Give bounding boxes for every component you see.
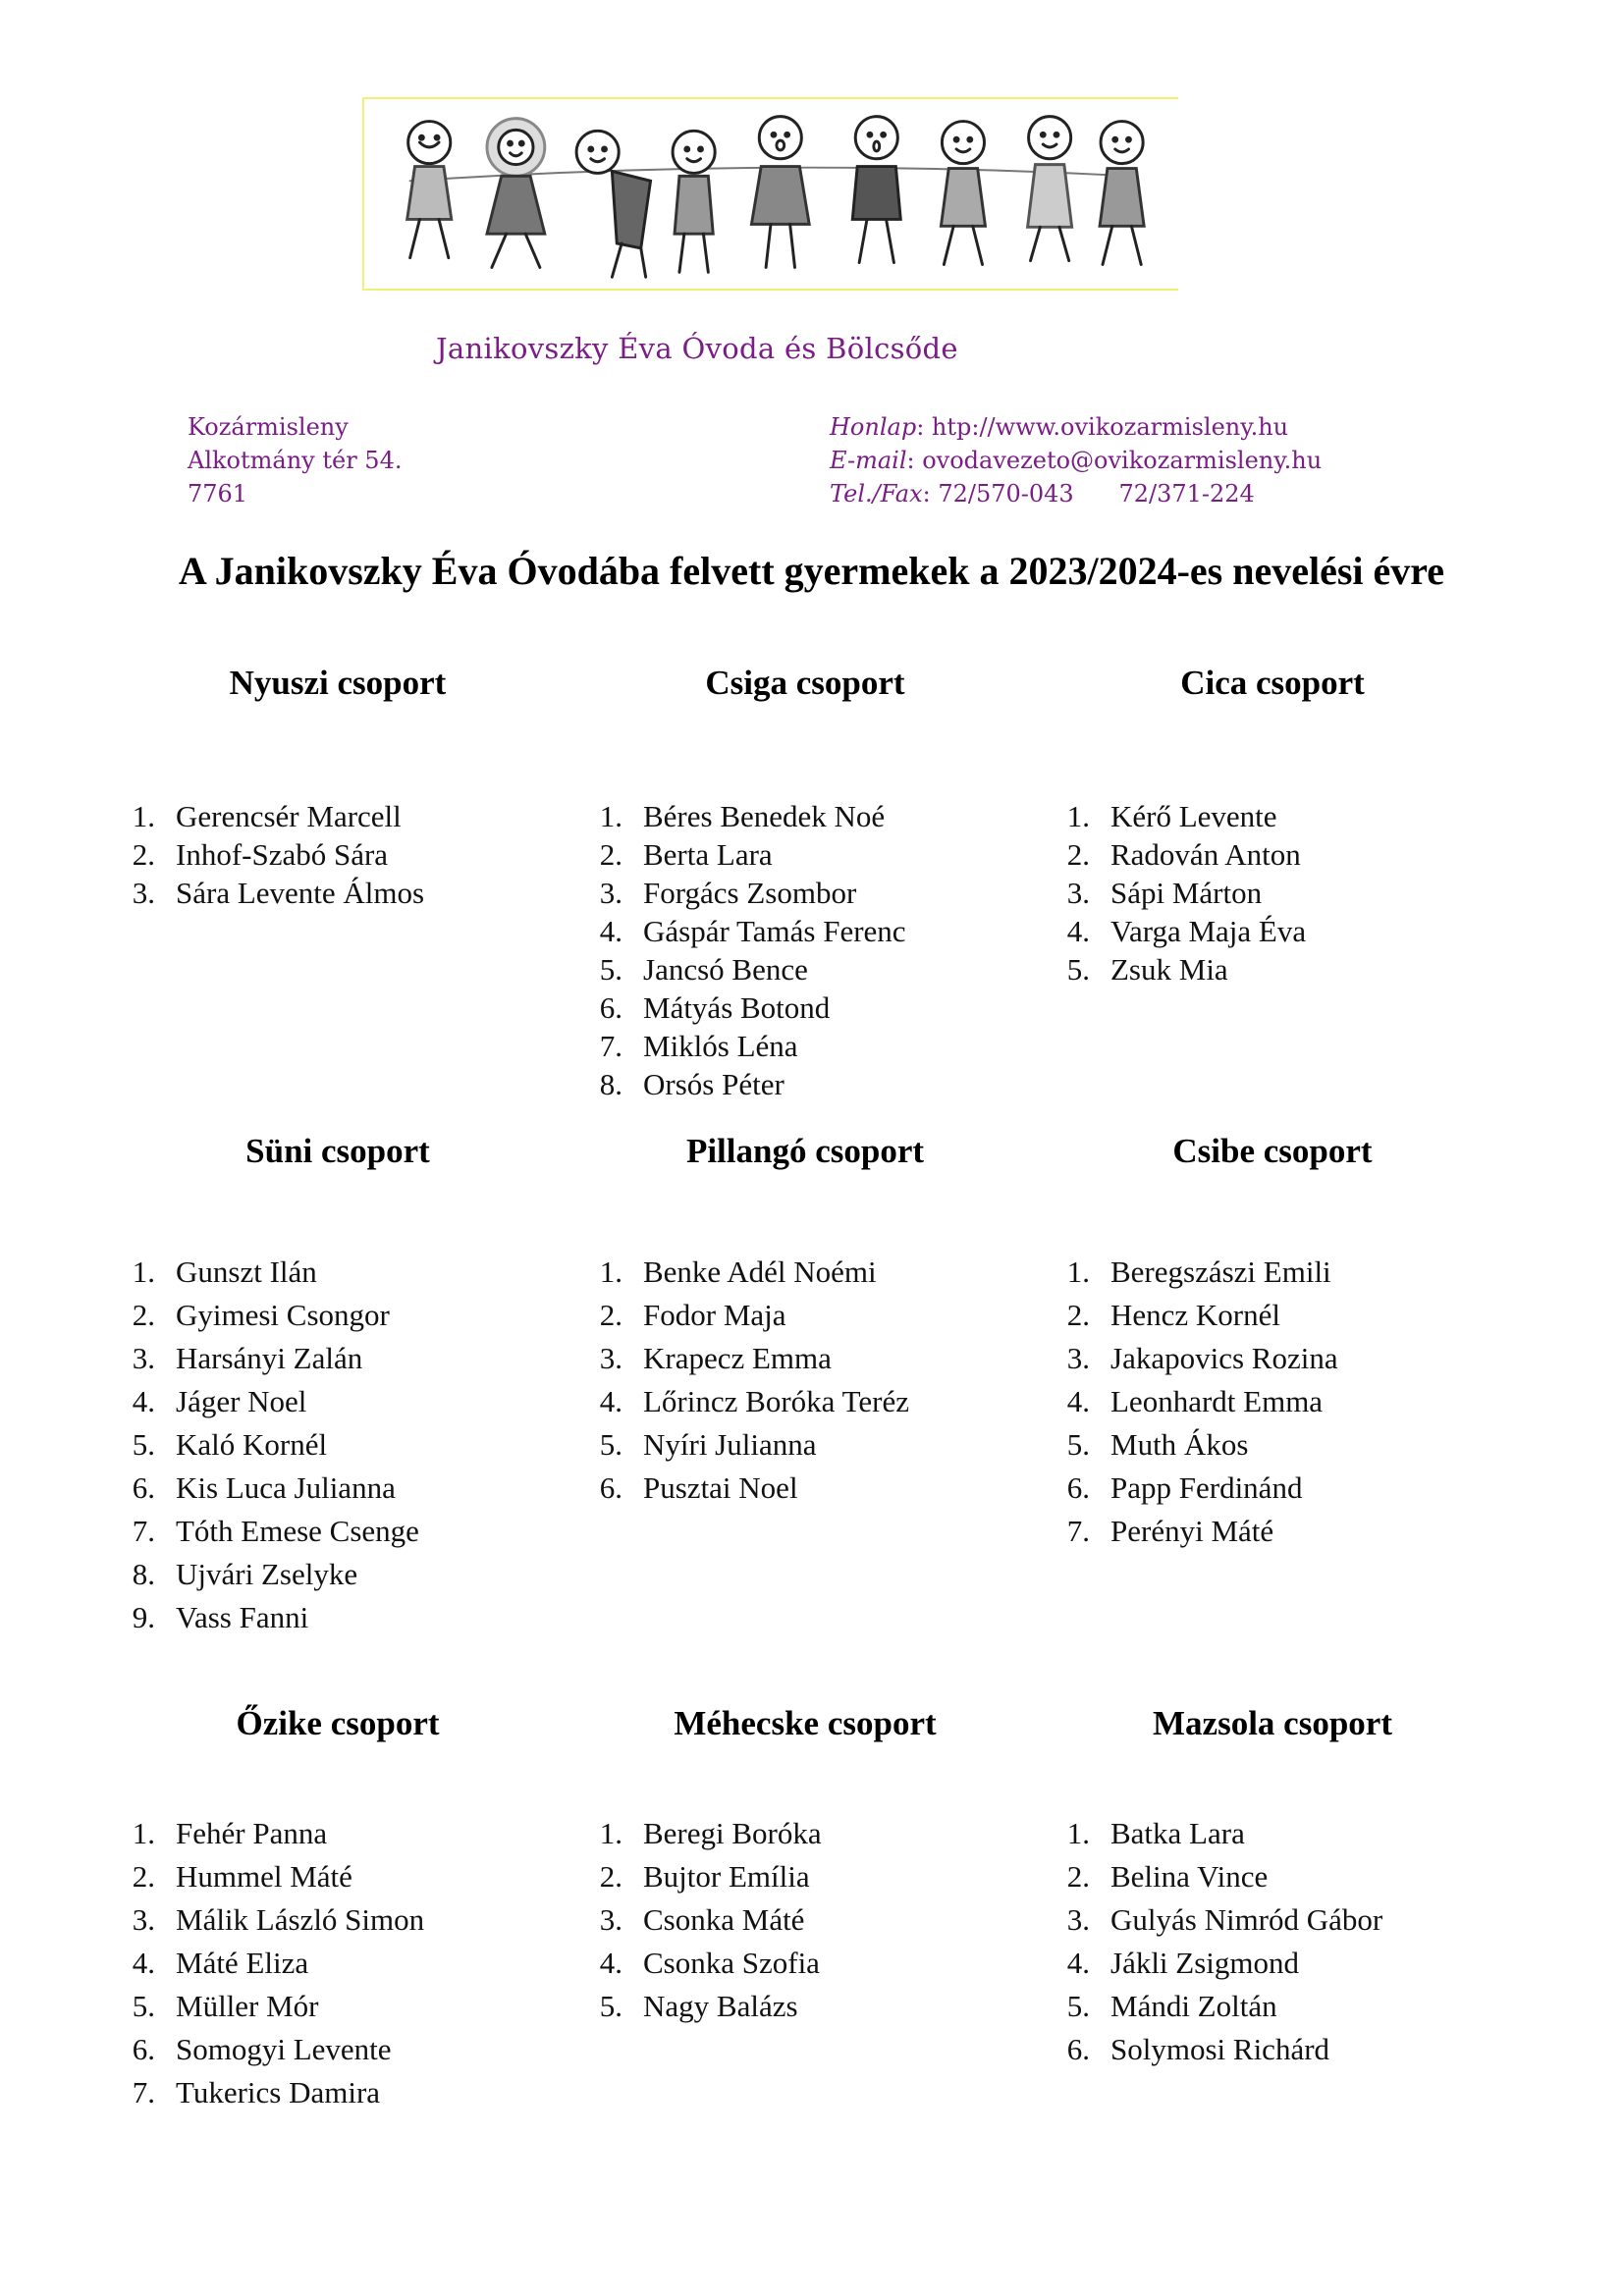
list-item: [589, 988, 906, 1027]
group-title: Süni csoport: [245, 1132, 430, 1170]
child-name: Miklós Léna: [643, 1029, 798, 1063]
list-item: [122, 1467, 419, 1510]
list-item: [589, 1380, 909, 1423]
child-name: Kaló Kornél: [176, 1427, 328, 1462]
list-number: 2.: [1066, 1298, 1090, 1332]
list-item: [1056, 1380, 1338, 1423]
list-number: 5.: [1066, 1989, 1090, 2023]
child-name: Máté Eliza: [176, 1946, 309, 1980]
list-number: 7.: [1066, 1514, 1090, 1548]
list-item: [589, 797, 906, 835]
child-name: Lőrincz Boróka Teréz: [643, 1384, 909, 1418]
group-title: Mazsola csoport: [1153, 1704, 1392, 1742]
homepage-label: Honlap: [830, 413, 917, 441]
child-name: Csonka Szofia: [643, 1946, 820, 1980]
group-section: [1056, 664, 1538, 987]
list-number: 3.: [1066, 1341, 1090, 1375]
list-item: [1056, 1855, 1382, 1898]
child-name: Somogyi Levente: [176, 2032, 392, 2066]
child-name: Orsós Péter: [643, 1067, 784, 1101]
tel-value: 72/570-043 72/371-224: [938, 480, 1255, 507]
page-title: A Janikovszky Éva Óvodába felvett gyermekek a 2023/2024-es nevelési évre: [178, 549, 1445, 593]
children-list: [122, 1812, 424, 2114]
list-number: 1.: [132, 1816, 155, 1850]
child-name: Béres Benedek Noé: [643, 799, 886, 833]
list-number: 3.: [599, 876, 622, 910]
tel-label: Tel./Fax: [830, 480, 923, 507]
children-list: [122, 797, 424, 912]
list-item: [589, 1251, 909, 1294]
list-number: 4.: [1066, 1946, 1090, 1980]
list-number: 6.: [599, 990, 622, 1025]
list-number: 3.: [1066, 1902, 1090, 1937]
list-item: [589, 1294, 909, 1337]
child-name: Nagy Balázs: [643, 1989, 798, 2023]
list-item: [122, 1942, 424, 1985]
list-item: [589, 1467, 909, 1510]
list-number: 8.: [132, 1557, 155, 1591]
child-name: Benke Adél Noémi: [643, 1255, 877, 1289]
list-number: 6.: [1066, 2032, 1090, 2066]
child-name: Berta Lara: [643, 837, 773, 872]
child-name: Mándi Zoltán: [1110, 1989, 1277, 2023]
list-item: [122, 2028, 424, 2071]
children-list: [1056, 1251, 1338, 1553]
list-number: 1.: [132, 799, 155, 833]
child-name: Müller Mór: [176, 1989, 319, 2023]
list-number: 2.: [599, 837, 622, 872]
list-number: 6.: [132, 2032, 155, 2066]
list-number: 7.: [132, 2075, 155, 2109]
list-number: 2.: [132, 1859, 155, 1894]
child-name: Jakapovics Rozina: [1110, 1341, 1338, 1375]
list-item: [1056, 797, 1306, 835]
homepage-link[interactable]: htp://www.ovikozarmisleny.hu: [931, 413, 1289, 441]
list-item: [122, 1985, 424, 2028]
group-section: [122, 1704, 603, 2109]
list-number: 5.: [1066, 1427, 1090, 1462]
child-name: Mátyás Botond: [643, 990, 831, 1025]
child-name: Fehér Panna: [176, 1816, 328, 1850]
list-item: [1056, 950, 1306, 988]
list-number: 1.: [599, 1255, 622, 1289]
list-number: 7.: [599, 1029, 622, 1063]
address-postcode: 7761: [188, 480, 248, 507]
list-number: 6.: [599, 1470, 622, 1505]
list-number: 4.: [1066, 914, 1090, 948]
contact-block: [830, 410, 1322, 510]
tel-line: Tel./Fax: 72/570-043 72/371-224: [830, 480, 1255, 507]
list-item: [1056, 1942, 1382, 1985]
email-link[interactable]: ovodavezeto@ovikozarmisleny.hu: [922, 447, 1323, 474]
children-list: [122, 1251, 419, 1639]
child-name: Gyimesi Csongor: [176, 1298, 390, 1332]
list-item: [1056, 1985, 1382, 2028]
list-number: 4.: [599, 1946, 622, 1980]
list-number: 3.: [132, 1902, 155, 1937]
list-item: [589, 912, 906, 950]
child-name: Zsuk Mia: [1110, 952, 1228, 987]
child-name: Tukerics Damira: [176, 2075, 381, 2109]
list-number: 2.: [1066, 1859, 1090, 1894]
list-item: [589, 1423, 909, 1467]
list-number: 2.: [132, 1298, 155, 1332]
children-list: [589, 1251, 909, 1510]
child-name: Gulyás Nimród Gábor: [1110, 1902, 1383, 1937]
child-name: Sápi Márton: [1110, 876, 1263, 910]
child-name: Csonka Máté: [643, 1902, 805, 1937]
list-number: 3.: [132, 1341, 155, 1375]
group-title: Csibe csoport: [1172, 1132, 1373, 1170]
child-name: Jancsó Bence: [643, 952, 808, 987]
list-item: [589, 950, 906, 988]
list-item: [122, 1596, 419, 1639]
header-banner-image: [362, 97, 1178, 291]
child-name: Varga Maja Éva: [1110, 914, 1307, 948]
child-name: Gáspár Tamás Ferenc: [643, 914, 906, 948]
list-item: [1056, 1251, 1338, 1294]
list-item: [122, 874, 424, 912]
child-name: Beregszászi Emili: [1110, 1255, 1331, 1289]
list-item: [122, 1294, 419, 1337]
list-item: [122, 1251, 419, 1294]
address-street: Alkotmány tér 54.: [188, 447, 403, 474]
list-number: 4.: [1066, 1384, 1090, 1418]
child-name: Forgács Zsombor: [643, 876, 857, 910]
list-item: [122, 835, 424, 874]
list-number: 2.: [132, 837, 155, 872]
list-number: 1.: [599, 799, 622, 833]
list-number: 7.: [132, 1514, 155, 1548]
group-section: [589, 1132, 1070, 1505]
address-block: [188, 410, 402, 510]
list-number: 1.: [599, 1816, 622, 1850]
child-name: Radován Anton: [1110, 837, 1301, 872]
child-name: Solymosi Richárd: [1110, 2032, 1330, 2066]
list-item: [122, 1510, 419, 1553]
child-name: Hencz Kornél: [1110, 1298, 1280, 1332]
list-item: [122, 1553, 419, 1596]
list-number: 1.: [1066, 1816, 1090, 1850]
list-number: 2.: [1066, 837, 1090, 872]
child-name: Gerencsér Marcell: [176, 799, 402, 833]
child-name: Jákli Zsigmond: [1110, 1946, 1300, 1980]
child-name: Belina Vince: [1110, 1859, 1269, 1894]
child-name: Bujtor Emília: [643, 1859, 810, 1894]
list-item: [122, 1423, 419, 1467]
group-title: Őzike csoport: [236, 1704, 440, 1742]
child-name: Leonhardt Emma: [1110, 1384, 1324, 1418]
list-number: 4.: [599, 1384, 622, 1418]
list-number: 3.: [599, 1902, 622, 1937]
list-number: 2.: [599, 1298, 622, 1332]
children-list: [589, 797, 906, 1103]
list-number: 3.: [1066, 876, 1090, 910]
child-name: Muth Ákos: [1110, 1427, 1249, 1462]
list-number: 6.: [132, 1470, 155, 1505]
list-item: [1056, 2028, 1382, 2071]
children-list: [589, 1812, 822, 2028]
list-item: [589, 1985, 822, 2028]
child-name: Hummel Máté: [176, 1859, 352, 1894]
child-name: Krapecz Emma: [643, 1341, 832, 1375]
children-holding-hands-drawing: [364, 99, 1178, 289]
group-section: [589, 1704, 1070, 2023]
group-section: [122, 664, 603, 910]
group-title: Méhecske csoport: [674, 1704, 937, 1742]
list-item: [589, 1812, 822, 1855]
group-section: [122, 1132, 603, 1634]
child-name: Sára Levente Álmos: [176, 876, 425, 910]
list-item: [589, 1337, 909, 1380]
group-title: Nyuszi csoport: [229, 664, 447, 702]
list-number: 9.: [132, 1600, 155, 1634]
group-title: Csiga csoport: [705, 664, 905, 702]
child-name: Perényi Máté: [1110, 1514, 1274, 1548]
list-number: 3.: [132, 876, 155, 910]
list-number: 4.: [132, 1946, 155, 1980]
list-number: 3.: [599, 1341, 622, 1375]
list-number: 1.: [1066, 799, 1090, 833]
list-item: [122, 1855, 424, 1898]
group-section: [1056, 1704, 1538, 2066]
child-name: Jáger Noel: [176, 1384, 307, 1418]
children-list: [1056, 797, 1306, 988]
list-number: 5.: [599, 1989, 622, 2023]
child-name: Beregi Boróka: [643, 1816, 822, 1850]
children-list: [1056, 1812, 1382, 2071]
list-number: 6.: [1066, 1470, 1090, 1505]
list-item: [589, 1898, 822, 1942]
email-line: E-mail: ovodavezeto@ovikozarmisleny.hu: [830, 447, 1323, 474]
list-number: 8.: [599, 1067, 622, 1101]
list-number: 5.: [132, 1989, 155, 2023]
homepage-line: Honlap: htp://www.ovikozarmisleny.hu: [830, 413, 1289, 441]
child-name: Inhof-Szabó Sára: [176, 837, 389, 872]
list-item: [589, 1855, 822, 1898]
list-item: [122, 797, 424, 835]
list-item: [589, 1065, 906, 1103]
group-section: [589, 664, 1070, 1101]
list-item: [122, 1812, 424, 1855]
list-number: 4.: [132, 1384, 155, 1418]
list-item: [589, 874, 906, 912]
child-name: Nyíri Julianna: [643, 1427, 817, 1462]
kindergarten-name: Janikovszky Éva Óvoda és Bölcsőde: [436, 332, 958, 365]
list-item: [1056, 835, 1306, 874]
list-item: [589, 1942, 822, 1985]
child-name: Kérő Levente: [1110, 799, 1277, 833]
list-item: [1056, 1510, 1338, 1553]
list-number: 1.: [132, 1255, 155, 1289]
address-city: Kozármisleny: [188, 413, 349, 441]
list-item: [1056, 874, 1306, 912]
list-item: [1056, 1467, 1338, 1510]
group-title: Cica csoport: [1180, 664, 1365, 702]
list-number: 5.: [599, 952, 622, 987]
list-item: [1056, 1812, 1382, 1855]
child-name: Pusztai Noel: [643, 1470, 798, 1505]
group-section: [1056, 1132, 1538, 1548]
list-item: [589, 1027, 906, 1065]
child-name: Papp Ferdinánd: [1110, 1470, 1303, 1505]
list-number: 5.: [599, 1427, 622, 1462]
child-name: Batka Lara: [1110, 1816, 1245, 1850]
list-number: 5.: [132, 1427, 155, 1462]
list-item: [122, 1337, 419, 1380]
list-item: [1056, 912, 1306, 950]
list-number: 5.: [1066, 952, 1090, 987]
child-name: Fodor Maja: [643, 1298, 786, 1332]
group-title: Pillangó csoport: [685, 1132, 925, 1170]
list-item: [122, 1898, 424, 1942]
child-name: Vass Fanni: [176, 1600, 309, 1634]
list-item: [1056, 1423, 1338, 1467]
child-name: Harsányi Zalán: [176, 1341, 363, 1375]
list-item: [1056, 1337, 1338, 1380]
list-item: [589, 835, 906, 874]
list-number: 1.: [1066, 1255, 1090, 1289]
list-item: [1056, 1898, 1382, 1942]
list-item: [122, 2071, 424, 2114]
email-label: E-mail: [830, 447, 907, 474]
list-item: [1056, 1294, 1338, 1337]
child-name: Kis Luca Julianna: [176, 1470, 396, 1505]
child-name: Gunszt Ilán: [176, 1255, 317, 1289]
list-item: [122, 1380, 419, 1423]
child-name: Ujvári Zselyke: [176, 1557, 358, 1591]
child-name: Málik László Simon: [176, 1902, 425, 1937]
list-number: 4.: [599, 914, 622, 948]
list-number: 2.: [599, 1859, 622, 1894]
child-name: Tóth Emese Csenge: [176, 1514, 419, 1548]
